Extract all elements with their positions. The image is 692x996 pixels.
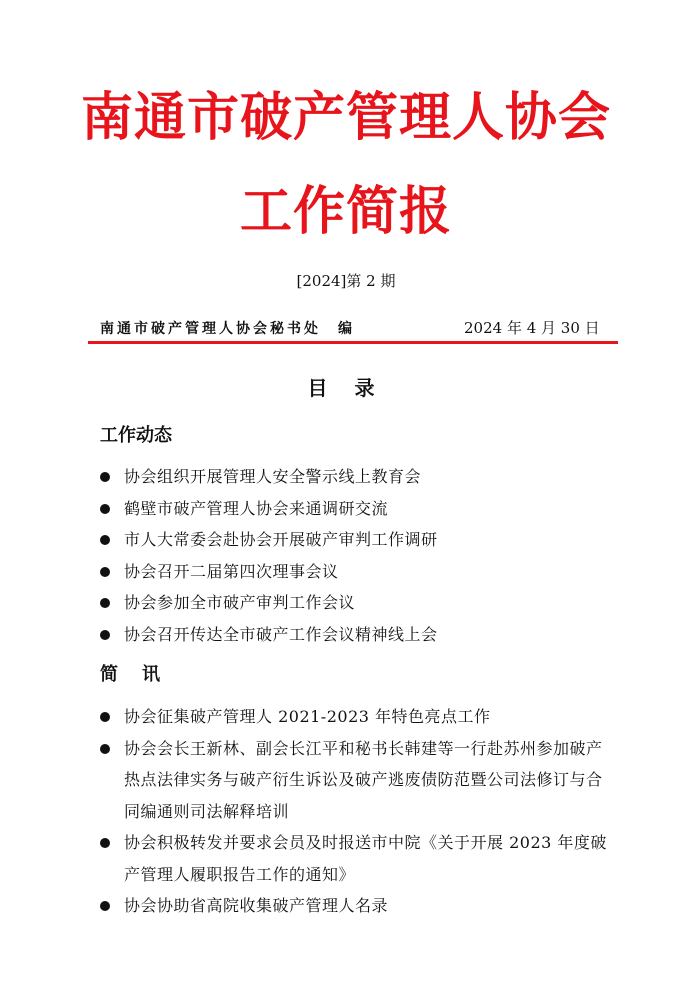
- issue-number: [2024]第 2 期: [296, 272, 396, 290]
- briefs-list: [100, 701, 610, 922]
- bullet-icon: [100, 472, 110, 482]
- list-item-text: 协会参加全市破产审判工作会议: [124, 593, 356, 612]
- bullet-icon: [100, 535, 110, 545]
- list-item-text: 协会召开传达全市破产工作会议精神线上会: [124, 624, 438, 644]
- bullet-icon: [100, 838, 110, 848]
- bullet-icon: [100, 630, 110, 640]
- list-item-text: 鹤壁市破产管理人协会来通调研交流: [124, 498, 389, 518]
- list-item-text: 协会积极转发并要求会员及时报送市中院《关于开展 2023 年度破产管理人履职报告工作的通知》: [124, 833, 607, 884]
- list-item: [100, 524, 610, 556]
- list-item: [100, 587, 610, 619]
- list-item-text: 协会召开二届第四次理事会议: [124, 561, 339, 581]
- list-item-text: 市人大常委会赴协会开展破产审判工作调研: [124, 530, 438, 549]
- bullet-icon: [100, 504, 110, 514]
- list-item: [100, 890, 610, 922]
- bullet-icon: [100, 712, 110, 722]
- toc-title: 目 录: [307, 376, 385, 400]
- header-divider: [88, 341, 618, 344]
- list-item: [100, 461, 610, 493]
- list-item-text: 协会组织开展管理人安全警示线上教育会: [124, 467, 422, 486]
- list-item: [100, 493, 610, 525]
- bullet-icon: [100, 598, 110, 608]
- newsletter-org-title: 南通市破产管理人协会: [80, 88, 611, 148]
- bullet-icon: [100, 567, 110, 577]
- list-item: [100, 701, 610, 733]
- section-heading-briefs: 简讯: [100, 664, 184, 685]
- editor-line: 南通市破产管理人协会秘书处 编: [100, 321, 355, 337]
- publish-date: 2024 年 4 月 30 日: [464, 319, 600, 337]
- list-item: [100, 556, 610, 588]
- list-item-text: 协会协助省高院收集破产管理人名录: [124, 896, 389, 915]
- bullet-icon: [100, 901, 110, 911]
- list-item-text: 协会征集破产管理人 2021-2023 年特色亮点工作: [124, 707, 491, 726]
- list-item: [100, 733, 610, 828]
- newsletter-title: 工作简报: [239, 182, 452, 242]
- list-item: [100, 827, 610, 890]
- list-item-text: 协会会长王新林、副会长江平和秘书长韩建等一行赴苏州参加破产热点法律实务与破产衍生诉讼及破产逃废债防范暨公司法修订与合同编通则司法解释培训: [124, 738, 603, 821]
- list-item: [100, 619, 610, 651]
- work-news-list: [100, 461, 610, 650]
- bullet-icon: [100, 744, 110, 754]
- section-heading-work-news: 工作动态: [100, 425, 172, 446]
